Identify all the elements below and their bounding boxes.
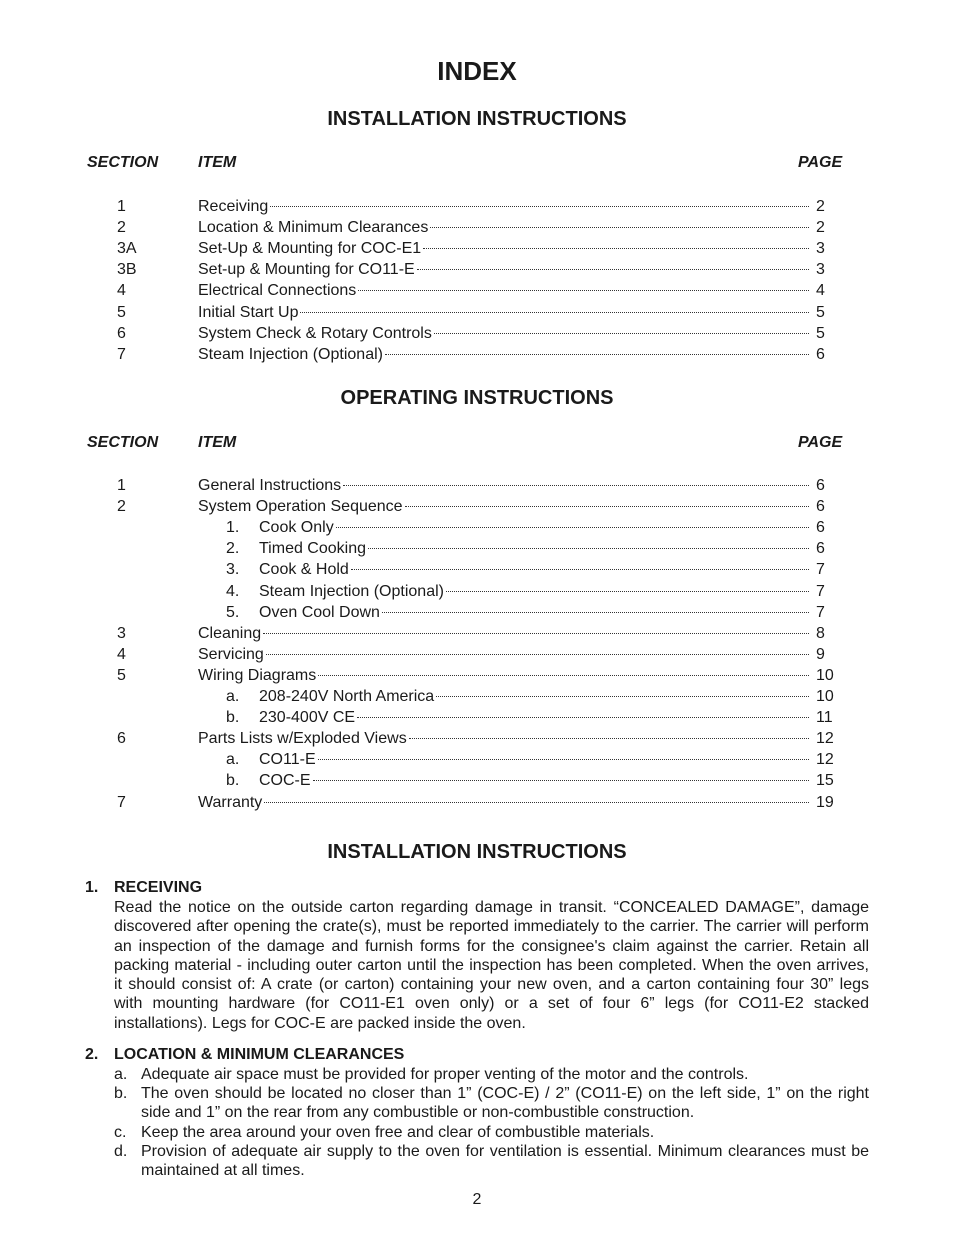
toc-page-number: 15 [816, 772, 834, 790]
toc-row [0, 581, 954, 602]
location-heading: LOCATION & MINIMUM CLEARANCES [114, 1046, 405, 1063]
dot-leader [409, 738, 809, 739]
toc-page-number: 6 [816, 345, 825, 363]
toc-page-number: 5 [816, 303, 825, 321]
toc-row [0, 665, 954, 686]
toc-label: COC-E [259, 772, 311, 790]
toc-label: Timed Cooking [259, 540, 367, 558]
toc-section-number: 2 [117, 219, 126, 237]
toc-entry [198, 280, 811, 301]
toc-section-number: 3 [117, 624, 126, 642]
toc-page-number: 6 [816, 540, 825, 558]
dot-leader [417, 269, 809, 270]
toc-row [0, 475, 954, 496]
dot-leader [318, 759, 809, 760]
toc-label: Oven Cool Down [259, 603, 380, 621]
toc-section-number: 7 [117, 345, 126, 363]
toc-section-number: 4 [117, 282, 126, 300]
toc-sub-marker: 4. [226, 582, 240, 600]
toc-row [0, 686, 954, 707]
toc-page-number: 3 [816, 240, 825, 258]
toc-row [0, 496, 954, 517]
toc-label: Servicing [198, 645, 264, 663]
toc-label: Set-Up & Mounting for COC-E1 [198, 240, 422, 258]
toc-page-number: 19 [816, 793, 834, 811]
dot-leader [266, 654, 809, 655]
toc-entry [198, 623, 811, 644]
toc-row [0, 792, 954, 813]
list-marker: a. [114, 1066, 128, 1083]
receiving-paragraph: Read the notice on the outside carton regarding damage in transit. “CONCEALED DAMAGE”, damage discovered after opening the crate(s), must be reported immediately to the carrier. The carrier will perform an inspection of the damage and furnish forms for the consignee's claim against the carrier. Retain all packing material - including outer carton until the inspection has been completed. When the oven arrives, it should consist of: A crate (or carton) containing your new oven, and a carton containing four 30” legs with mounting hardware (for CO11-E1 oven only) or a set of four 6” legs (for CO11-E2 stacked installations). Legs for COC-E are packed inside the oven. [114, 899, 869, 1032]
toc-row [0, 302, 954, 323]
section-column-header-2: SECTION [87, 434, 159, 451]
toc-page-number: 4 [816, 282, 825, 300]
item-column-header-2: ITEM [198, 434, 237, 451]
receiving-heading: RECEIVING [114, 879, 203, 896]
toc-page-number: 12 [816, 730, 834, 748]
toc-entry [226, 749, 811, 770]
toc-sub-marker: 3. [226, 561, 240, 579]
toc-label: Cook & Hold [259, 561, 349, 579]
toc-entry [198, 344, 811, 365]
toc-label: System Check & Rotary Controls [198, 324, 432, 342]
toc-row [0, 217, 954, 238]
toc-entry [226, 559, 811, 580]
toc-row [0, 623, 954, 644]
dot-leader [336, 527, 809, 528]
toc-entry [198, 665, 811, 686]
toc-sub-marker: 1. [226, 519, 240, 537]
list-marker: d. [114, 1143, 128, 1160]
toc-label: General Instructions [198, 477, 342, 494]
toc-row [0, 280, 954, 301]
toc-section-number: 1 [117, 198, 126, 215]
toc-entry [226, 517, 811, 538]
toc-sub-marker: a. [226, 688, 240, 705]
toc-entry [198, 238, 811, 259]
dot-leader [358, 290, 809, 291]
toc-row [0, 749, 954, 770]
toc-entry [198, 728, 811, 749]
toc-section-number: 5 [117, 303, 126, 321]
toc-row [0, 728, 954, 749]
toc-row [0, 259, 954, 280]
toc-row [0, 238, 954, 259]
toc-label: 208-240V North America [259, 688, 435, 705]
toc-section-number: 6 [117, 730, 126, 748]
toc-entry [198, 302, 811, 323]
dot-leader [313, 780, 809, 781]
toc-entry [198, 792, 811, 813]
toc-label: CO11-E [259, 751, 316, 769]
receiving-heading-number: 1. [85, 879, 99, 896]
toc-section-number: 3A [117, 240, 137, 258]
toc-row [0, 644, 954, 665]
list-marker: c. [114, 1124, 127, 1141]
toc-sub-marker: b. [226, 709, 240, 727]
toc-label: Set-up & Mounting for CO11-E [198, 261, 415, 279]
toc-page-number: 10 [816, 666, 834, 684]
toc-page-number: 7 [816, 582, 825, 600]
dot-leader [434, 333, 809, 334]
dot-leader [436, 696, 809, 697]
dot-leader [270, 206, 809, 207]
location-heading-number: 2. [85, 1046, 99, 1063]
page-number: 2 [472, 1191, 482, 1208]
dot-leader [263, 633, 809, 634]
toc-entry [198, 217, 811, 238]
toc-label: Steam Injection (Optional) [198, 345, 383, 363]
item-column-header: ITEM [198, 154, 237, 171]
operating-heading: OPERATING INSTRUCTIONS [340, 387, 614, 409]
section-column-header: SECTION [87, 154, 159, 171]
toc-row [0, 344, 954, 365]
page-title: INDEX [437, 56, 517, 86]
toc-label: Cook Only [259, 519, 334, 537]
list-text: The oven should be located no closer than 1” (COC-E) / 2” (CO11-E) on the left side, 1” on the right side and 1” on the rear from any combustible or non-combustible construction. [141, 1085, 869, 1122]
toc-label: Receiving [198, 198, 269, 215]
dot-leader [300, 312, 809, 313]
dot-leader [343, 485, 809, 486]
toc-page-number: 11 [816, 709, 833, 727]
toc-page-number: 7 [816, 603, 825, 621]
toc-page-number: 6 [816, 477, 825, 494]
toc-page-number: 6 [816, 498, 825, 516]
dot-leader [446, 591, 809, 592]
dot-leader [357, 717, 809, 718]
toc-page-number: 2 [816, 198, 825, 215]
toc-entry [226, 770, 811, 791]
dot-leader [405, 506, 809, 507]
page-column-header-2: PAGE [798, 434, 843, 451]
toc-section-number: 5 [117, 666, 126, 684]
toc-page-number: 7 [816, 561, 825, 579]
list-text: Adequate air space must be provided for proper venting of the motor and the controls. [141, 1066, 749, 1083]
toc-label: Electrical Connections [198, 282, 357, 300]
toc-entry [226, 581, 811, 602]
toc-sub-marker: a. [226, 751, 240, 769]
dot-leader [368, 548, 809, 549]
toc-page-number: 12 [816, 751, 834, 769]
toc-entry [198, 475, 811, 496]
toc-label: Initial Start Up [198, 303, 299, 321]
dot-leader [264, 802, 809, 803]
toc-row [0, 770, 954, 791]
toc-section-number: 4 [117, 645, 126, 663]
dot-leader [318, 675, 809, 676]
toc-row [0, 323, 954, 344]
toc-entry [198, 496, 811, 517]
toc-label: 230-400V CE [259, 709, 356, 727]
dot-leader [423, 248, 809, 249]
toc-section-number: 7 [117, 793, 126, 811]
dot-leader [382, 612, 809, 613]
toc-page-number: 5 [816, 324, 825, 342]
toc-entry [226, 538, 811, 559]
installation-heading-body: INSTALLATION INSTRUCTIONS [327, 841, 627, 863]
toc-page-number: 10 [816, 688, 834, 705]
toc-label: System Operation Sequence [198, 498, 403, 516]
toc-row [0, 707, 954, 728]
list-marker: b. [114, 1085, 128, 1102]
toc-entry [198, 259, 811, 280]
toc-page-number: 8 [816, 624, 825, 642]
toc-section-number: 2 [117, 498, 126, 516]
dot-leader [351, 569, 809, 570]
toc-label: Steam Injection (Optional) [259, 582, 444, 600]
toc-row [0, 538, 954, 559]
toc-entry [226, 707, 811, 728]
list-text: Provision of adequate air supply to the oven for ventilation is essential. Minimum clearances must be maintained at all times. [141, 1143, 869, 1180]
toc-page-number: 6 [816, 519, 825, 537]
toc-section-number: 1 [117, 477, 126, 494]
list-text: Keep the area around your oven free and clear of combustible materials. [141, 1124, 655, 1141]
toc-sub-marker: 5. [226, 603, 240, 621]
toc-sub-marker: b. [226, 772, 240, 790]
toc-page-number: 2 [816, 219, 825, 237]
toc-page-number: 3 [816, 261, 825, 279]
dot-leader [385, 354, 809, 355]
toc-entry [226, 602, 811, 623]
toc-entry [198, 323, 811, 344]
toc-section-number: 6 [117, 324, 126, 342]
dot-leader [430, 227, 809, 228]
toc-section-number: 3B [117, 261, 137, 279]
toc-row [0, 196, 954, 217]
toc-label: Warranty [198, 793, 263, 811]
toc-page-number: 9 [816, 645, 825, 663]
toc-row [0, 602, 954, 623]
toc-label: Wiring Diagrams [198, 666, 317, 684]
toc-row [0, 559, 954, 580]
toc-entry [226, 686, 811, 707]
toc-label: Cleaning [198, 624, 262, 642]
toc-sub-marker: 2. [226, 540, 240, 558]
installation-heading: INSTALLATION INSTRUCTIONS [327, 108, 627, 130]
toc-label: Location & Minimum Clearances [198, 219, 429, 237]
toc-entry [198, 644, 811, 665]
toc-label: Parts Lists w/Exploded Views [198, 730, 407, 748]
page-column-header: PAGE [798, 154, 843, 171]
toc-row [0, 517, 954, 538]
toc-entry [198, 196, 811, 217]
